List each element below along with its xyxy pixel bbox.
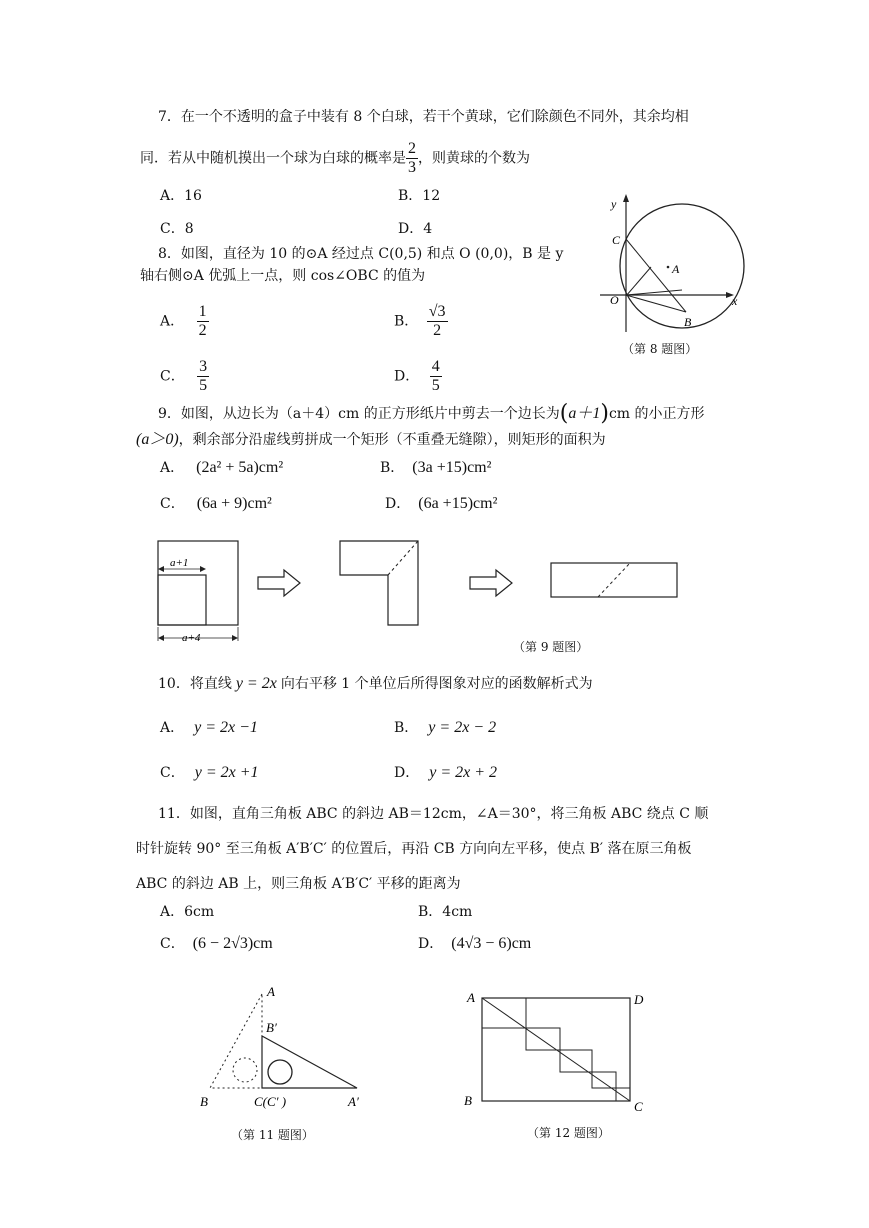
figure-11-label-b-prime: B′: [266, 1020, 277, 1035]
q8-option-d-numerator: 4: [431, 358, 440, 375]
q7-option-c: C．8: [160, 221, 194, 237]
figure-12-label-a: A: [467, 990, 475, 1005]
figure-11: [195, 980, 385, 1115]
figure-12-label-b: B: [464, 1093, 472, 1108]
q10-line-1-text: 10．将直线: [158, 676, 232, 692]
q7-line-1: 7．在一个不透明的盒子中装有 8 个白球，若干个黄球，它们除颜色不同外，其余均相: [158, 109, 689, 125]
figure-9-dim-bottom-right-arrow: [232, 635, 238, 641]
q8-option-a-numerator: 1: [198, 303, 207, 320]
figure-11-caption: （第 11 题图）: [231, 1128, 314, 1142]
figure-12: [460, 985, 655, 1120]
q10-option-b-expr: y = 2x − 2: [428, 719, 497, 736]
q9-option-c-expr: (6a + 9)cm²: [196, 495, 272, 512]
q8-option-a-fraction: [197, 303, 209, 340]
figure-12-step-3: [560, 1050, 592, 1072]
figure-8-circle: [620, 204, 744, 328]
q9-option-a: [160, 458, 283, 478]
figure-8-diagonal: [626, 267, 651, 296]
q11-line-1: 11．如图，直角三角板 ABC 的斜边 AB＝12cm，∠A＝30°，将三角板 ABC 绕点 C 顺: [158, 806, 709, 822]
figure-8: [596, 192, 756, 337]
figure-9-l-cut-line: [388, 541, 418, 575]
q8-option-c-fraction: [197, 358, 209, 395]
figure-8-label-c: C: [612, 233, 621, 247]
q11-option-c: [160, 934, 273, 954]
q9-option-d: [385, 494, 497, 514]
q8-option-c-label: C．: [160, 368, 185, 385]
q8-option-a: [160, 303, 209, 340]
q9-line-1: [158, 403, 705, 425]
q11-option-a-expr: 6cm: [184, 904, 215, 920]
figure-9-dim-top-left-arrow: [158, 566, 164, 572]
q11-option-c-label: C．: [160, 936, 185, 952]
figure-8-label-o: O: [610, 293, 619, 307]
q9-option-b: [380, 458, 491, 478]
q9-option-b-label: B．: [380, 460, 405, 476]
figure-9-big-square: [158, 541, 238, 625]
q7-line-2-tail: ，则黄球的个数为: [418, 150, 530, 167]
q10-option-a: [160, 718, 258, 738]
q8-line-1: 8．如图，直径为 10 的⊙A 经过点 C(0,5) 和点 O (0,0)，B 是 y: [158, 246, 564, 262]
q10-option-d-label: D．: [394, 765, 420, 781]
figure-9-l-shape: [340, 541, 418, 625]
q11-line-3: ABC 的斜边 AB 上，则三角板 A′B′C′ 平移的距离为: [136, 876, 461, 892]
q9-option-d-expr: (6a +15)cm²: [418, 495, 498, 512]
q9-option-b-expr: (3a +15)cm²: [412, 459, 492, 476]
q7-fraction-denominator: 3: [408, 159, 416, 176]
figure-12-label-d: D: [634, 992, 644, 1007]
figure-12-caption: （第 12 题图）: [527, 1126, 610, 1140]
q9-option-d-label: D．: [385, 496, 411, 512]
figure-9-dim-top-right-arrow: [200, 566, 206, 572]
figure-9-rectangle: [551, 563, 677, 597]
q10-option-b: [394, 718, 496, 738]
q10-option-c-expr: y = 2x +1: [194, 764, 259, 781]
q10-option-a-label: A．: [160, 720, 185, 736]
q9-option-a-expr: (2a² + 5a)cm²: [196, 459, 284, 476]
q8-option-b-label: B．: [394, 313, 419, 330]
q10-line-1-tail: 向右平移 1 个单位后所得图象对应的函数解析式为: [280, 676, 593, 692]
q8-option-a-denominator: 2: [198, 322, 207, 339]
q8-option-c-denominator: 5: [199, 377, 208, 394]
figure-9-dim-bottom-left-arrow: [158, 635, 164, 641]
q11-option-b: [418, 902, 472, 922]
q7-fraction-numerator: 2: [408, 140, 416, 157]
q10-line-1: [158, 673, 593, 695]
figure-11-label-c: C(C′ ): [254, 1094, 287, 1109]
figure-9-small-square: [158, 575, 206, 625]
q10-option-d-expr: y = 2x + 2: [429, 764, 498, 781]
q11-option-d-expr: (4√3 − 6)cm: [451, 935, 532, 952]
q10-option-a-expr: y = 2x −1: [194, 719, 258, 736]
figure-8-label-x: x: [732, 294, 738, 308]
q11-option-a-label: A．: [160, 904, 185, 920]
figure-8-center-point: [667, 266, 670, 269]
q10-option-c-label: C．: [160, 765, 185, 781]
figure-8-y-arrow: [623, 194, 629, 202]
figure-8-caption: （第 8 题图）: [622, 342, 698, 356]
figure-9-arrow-1: [258, 570, 300, 596]
q8-option-d: [394, 358, 442, 395]
q11-line-2: 时针旋转 90° 至三角板 A′B′C′ 的位置后，再沿 CB 方向向左平移，使点 B′ 落在原三角板: [136, 841, 692, 857]
q8-option-c: [160, 358, 209, 395]
q9-small-side: a＋1: [568, 405, 601, 422]
q8-option-d-fraction: [430, 358, 442, 395]
q9-option-c-label: C．: [160, 496, 185, 512]
q8-line-2: 轴右侧⊙A 优弧上一点，则 cos∠OBC 的值为: [140, 268, 426, 284]
figure-11-moved-circle: [268, 1060, 292, 1084]
figure-11-original-circle: [233, 1058, 257, 1082]
figure-11-moved-triangle: [262, 1036, 357, 1088]
figure-9-label-a-plus-1: a+1: [170, 557, 189, 569]
figure-11-label-b: B: [200, 1094, 208, 1109]
q11-option-b-label: B．: [418, 904, 443, 920]
q9-close-paren: ): [600, 401, 609, 426]
q9-line-2: [136, 429, 606, 451]
figure-11-label-a-prime: A′: [348, 1094, 359, 1109]
figure-9-caption: （第 9 题图）: [513, 640, 589, 654]
q8-option-d-denominator: 5: [431, 377, 440, 394]
figure-9-label-a-plus-4: a+4: [182, 632, 201, 644]
q9-condition: (a＞0): [136, 431, 179, 448]
q8-option-a-label: A．: [160, 313, 185, 330]
q7-fraction: [406, 140, 418, 177]
q8-option-b-fraction: [427, 303, 448, 340]
q10-expr: y = 2x: [235, 675, 277, 692]
figure-8-label-y: y: [611, 197, 617, 211]
q11-option-b-expr: 4cm: [442, 904, 473, 920]
figure-12-step-4: [592, 1072, 616, 1088]
figure-8-segment-ob: [626, 295, 686, 312]
figure-9: [150, 535, 680, 650]
q8-option-b: [394, 303, 448, 340]
q10-option-c: [160, 763, 259, 783]
q9-open-paren: (: [559, 401, 569, 426]
q9-line-2-text: ，剩余部分沿虚线剪拼成一个矩形（不重叠无缝隙），则矩形的面积为: [178, 432, 606, 448]
figure-11-label-a: A: [267, 984, 275, 999]
q11-option-d: [418, 934, 531, 954]
q7-line-2-text: 同．若从中随机摸出一个球为白球的概率是: [140, 150, 406, 167]
q8-option-b-numerator: √3: [428, 303, 446, 320]
q7-option-d: D．4: [398, 221, 433, 237]
q10-option-d: [394, 763, 497, 783]
q7-option-b: B．12: [398, 188, 441, 204]
q11-option-c-expr: (6 − 2√3)cm: [192, 935, 273, 952]
q10-option-b-label: B．: [394, 720, 419, 736]
q8-option-d-label: D．: [394, 368, 420, 385]
figure-8-label-a: A: [672, 262, 680, 276]
figure-9-arrow-2: [470, 570, 512, 596]
figure-8-segment-oa: [626, 290, 682, 295]
q9-line-1-text: 9．如图，从边长为（a＋4）cm 的正方形纸片中剪去一个边长为: [158, 406, 560, 422]
q9-option-c: [160, 494, 272, 514]
figure-11-original-triangle: [210, 994, 262, 1088]
q7-line-2: [140, 140, 530, 177]
q8-option-c-numerator: 3: [199, 358, 208, 375]
figure-9-rect-cut-line: [598, 563, 630, 597]
figure-12-step-2: [526, 1028, 560, 1050]
q11-option-d-label: D．: [418, 936, 444, 952]
q9-option-a-label: A．: [160, 460, 185, 476]
q7-option-a: A．16: [160, 188, 202, 204]
q11-option-a: [160, 902, 214, 922]
figure-12-label-c: C: [634, 1099, 643, 1114]
q8-option-b-denominator: 2: [433, 322, 442, 339]
q9-line-1-tail: cm 的小正方形: [608, 406, 705, 422]
figure-8-label-b: B: [684, 315, 692, 329]
